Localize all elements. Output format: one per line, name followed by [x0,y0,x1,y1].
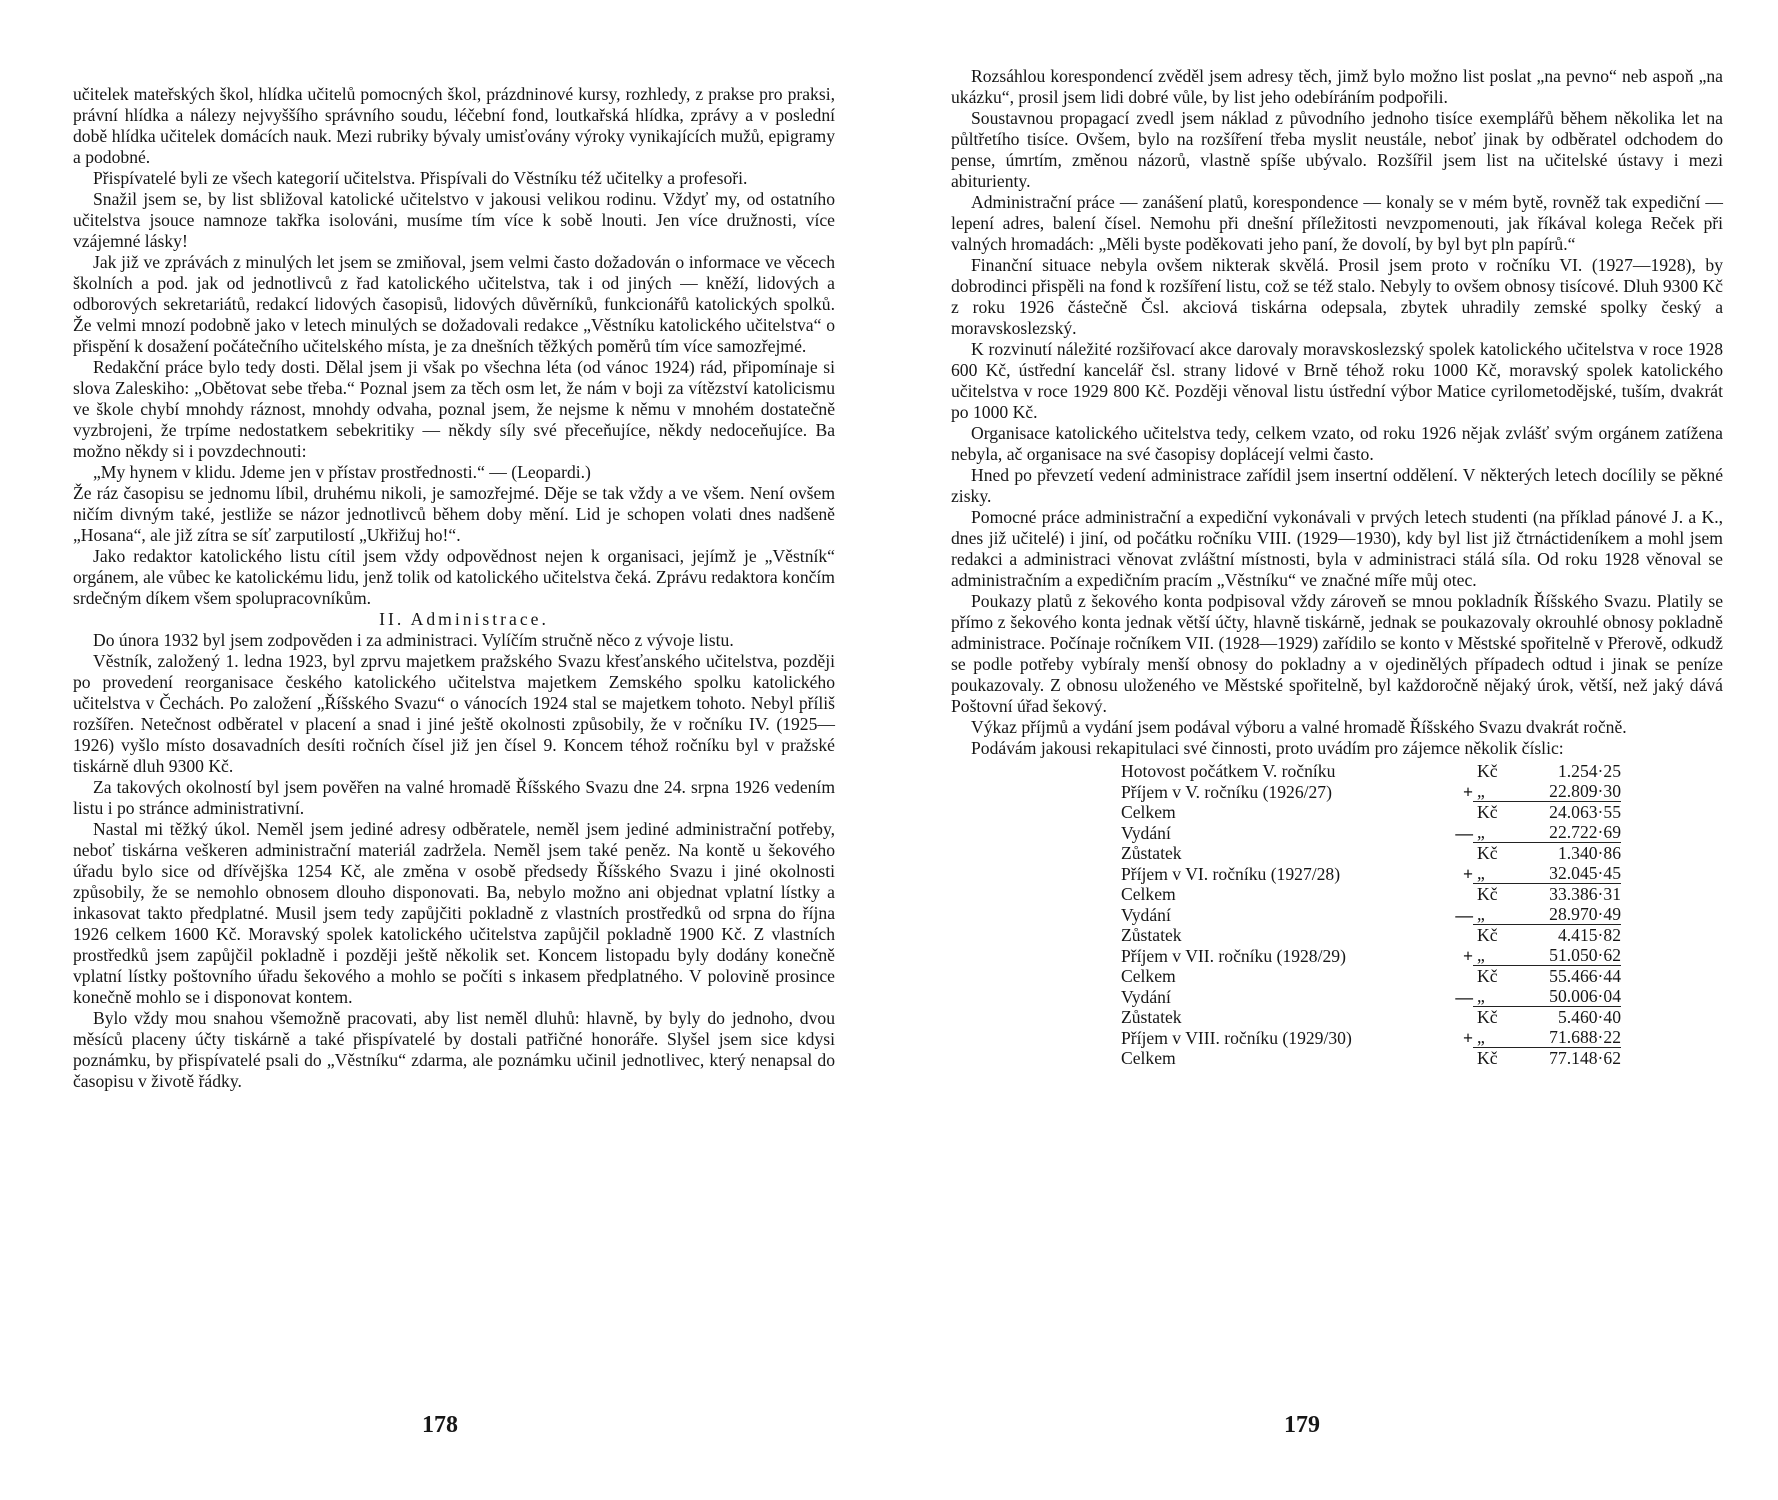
recap-currency: „ [1477,863,1485,883]
recap-sign [1451,1007,1473,1028]
paragraph: Jako redaktor katolického listu cítil jsem vždy odpovědnost nejen k organisaci, jejímž je „Věstník“ orgánem, ale vůbec ke katolickému lidu, jenž tolik od katolického učitelstva čeká. Zprávu redaktora končím srdečným díkem všem spolupracovníkům. [73,546,835,608]
paragraph: Nastal mi těžký úkol. Neměl jsem jediné adresy odběratele, neměl jsem jediné administrační potřeby, neboť tiskárna veškeren administrační materiál zadržela. Neměl jsem také peněz. Na kontě u šekového úřadu bylo sice od dřívějška 1254 Kč, ale změna v osobě předsedy Říšského Svazu i jiné okolnosti způsobily, že se nemohlo obnosem dlouho disponovati. Ba, nebylo možno ani objednat vplatní lístky a inkasovat takto předplatné. Musil jsem tedy zapůjčiti pokladně z vlastních prostředků od srpna do října 1926 celkem 1600 Kč. Moravský spolek katolického učitelstva zapůjčil pokladně 1900 Kč. Z vlastních prostředků jsem zapůjčil pokladně i později ještě několik set. Koncem listopadu byly dodány konečně vplatní lístky poštovního úřadu šekového a mohlo se počíti s inkasem předplatného. V polovině prosince konečně mohlo se i disponovat kontem. [73,819,835,1007]
recap-label: Vydání [1121,904,1171,925]
recap-row [1121,822,1621,843]
recap-currency: „ [1477,904,1485,924]
recap-amount: 5.460·40 [1511,1007,1621,1028]
recap-label: Příjem v VI. ročníku (1927/28) [1121,863,1341,884]
recap-currency: „ [1477,945,1485,965]
recap-label: Zůstatek [1121,843,1182,863]
recap-row [1121,1027,1621,1048]
recap-sign [1451,925,1473,946]
recap-currency: Kč [1473,802,1511,823]
recap-sign [1451,843,1473,864]
recap-amount: 50.006·04 [1549,986,1621,1006]
recap-sign: — [1455,986,1473,1007]
recap-sign [1451,966,1473,987]
recap-row [1121,986,1621,1007]
recap-row [1121,1007,1621,1028]
paragraph: Organisace katolického učitelstva tedy, celkem vzato, od roku 1926 nějak zvlášť svým orgánem zatížena nebyla, ač organisace na své časopisy doplácejí velmi často. [951,423,1723,464]
recap-currency: „ [1477,781,1485,801]
recap-currency: Kč [1473,1007,1511,1028]
recap-row [1121,802,1621,823]
recap-row [1121,781,1621,802]
recap-label: Vydání [1121,822,1171,843]
recap-amount: 71.688·22 [1549,1027,1621,1047]
recap-label: Příjem v V. ročníku (1926/27) [1121,781,1332,802]
recap-row [1121,843,1621,864]
recap-row [1121,761,1621,781]
paragraph: Bylo vždy mou snahou všemožně pracovati, aby list neměl dluhů: hlavně, by byly do jednoho, dvou měsíců placeny účty tiskárně a také přispívatelé by dostali patřičné honoráře. Slyšel jsem sice kdysi poznámku, by přispívatelé psali do „Věstníku“ zdarma, ale poznámku učinil jednotlivec, který nenapsal do časopisu v životě řádky. [73,1008,835,1091]
page-number: 179 [1284,1412,1320,1438]
recap-amount: 55.466·44 [1511,966,1621,987]
recap-label: Hotovost počátkem V. ročníku [1121,761,1336,781]
recap-label: Celkem [1121,1048,1176,1068]
recap-sign [1451,1048,1473,1069]
paragraph: Podávám jakousi rekapitulaci své činnosti, proto uvádím pro zájemce několik číslic: [971,738,1564,758]
paragraph: Soustavnou propagací zvedl jsem náklad z původního jednoho tisíce exemplářů během několika let na půltřetího tisíce. Ovšem, bylo na rozšíření třeba myslit neustále, neboť jinak by odběratel odchodem do pense, úmrtím, změnou názorů, vlastně spíše ubývalo. Rozšířil jsem list na učitelské ústavy i mezi abiturienty. [951,108,1723,191]
recap-label: Celkem [1121,884,1176,904]
recap-currency: „ [1477,1027,1485,1047]
paragraph: Jak již ve zprávách z minulých let jsem se zmiňoval, jsem velmi často dožadován o informace ve věcech školních a pod. jak od jednotlivců z řad katolického učitelstva, tak i od jiných — kněží, lidových a odborových sekretariátů, redakcí lidových časopisů, lidových důvěrníků, funkcionářů katolických spolků. Že velmi mnozí podobně jako v letech minulých se dožadovali redakce „Věstníku katolického učitelstva“ o přispění k dosažení počátečního učitelského místa, je za dnešních těžkých poměrů tím více samozřejmé. [73,252,835,356]
right-page [889,0,1778,1500]
recap-sign: — [1455,904,1473,925]
recap-label: Celkem [1121,966,1176,986]
paragraph: Přispívatelé byli ze všech kategorií učitelstva. Přispívali do Věstníku též učitelky a profesoři. [93,168,748,188]
recap-row [1121,966,1621,987]
recap-row [1121,863,1621,884]
recap-row [1121,925,1621,946]
paragraph: K rozvinutí náležité rozšiřovací akce darovaly moravskoslezský spolek katolického učitelstva v roce 1928 600 Kč, ústřední kancelář čsl. strany lidové v Brně téhož roku 1000 Kč, moravský spolek katolického učitelstva v roce 1929 800 Kč. Později věnoval listu ústřední výbor Matice cyrilometodějské, tuším, dvakrát po 1000 Kč. [951,339,1723,422]
paragraph: Hned po převzetí vedení administrace zařídil jsem insertní oddělení. V některých letech docílily se pěkné zisky. [951,465,1723,506]
recap-amount: 32.045·45 [1549,863,1621,883]
recap-currency: Kč [1473,1048,1511,1069]
recap-currency: Kč [1473,925,1511,946]
paragraph: Že ráz časopisu se jednomu líbil, druhému nikoli, je samozřejmé. Děje se tak vždy a ve všem. Není ovšem ničím divným také, jestliže se názor jednotlivců během doby mění. Lid je schopen volati dnes nadšeně „Hosana“, ale již zítra se síť zarputilostí „Ukřižuj ho!“. [73,483,835,545]
recap-currency: Kč [1473,843,1511,864]
recap-sign: — [1455,822,1473,843]
recap-label: Celkem [1121,802,1176,822]
paragraph: Výkaz příjmů a vydání jsem podával výboru a valné hromadě Říšského Svazu dvakrát ročně. [971,717,1627,737]
recap-amount: 22.722·69 [1549,822,1621,842]
recap-amount: 1.340·86 [1511,843,1621,864]
recap-sign [1451,761,1473,781]
recap-label: Zůstatek [1121,925,1182,945]
paragraph: Poukazy platů z šekového konta podpisoval vždy zároveň se mnou pokladník Říšského Svazu. Platily se přímo z šekového konta jednak větší účty, hlavně tiskárně, jednak se poukazovaly okrouhlé obnosy pokladně administrace. Počínaje ročníkem VII. (1928—1929) zařídilo se konto v Městské spořitelně v Přerově, odkudž se podle potřeby vybíraly menší obnosy do pokladny a v ojedinělých případech odtud i jinak se peníze poukazovaly. Z obnosu uloženého ve Městské spořitelně, byl každoročně nějaký úrok, větší, než jaký dává Poštovní úřad šekový. [951,591,1723,716]
recap-label: Vydání [1121,986,1171,1007]
recap-currency: Kč [1473,966,1511,987]
recap-amount: 1.254·25 [1557,761,1621,781]
recap-label: Příjem v VIII. ročníku (1929/30) [1121,1027,1352,1048]
paragraph: Věstník, založený 1. ledna 1923, byl zprvu majetkem pražského Svazu křesťanského učitelstva, později po provedení reorganisace českého katolického učitelstva majetkem Zemského spolku katolického učitelstva v Čechách. Po založení „Říšského Svazu“ o vánocích 1924 stal se majetkem tohoto. Nebyl příliš rozšířen. Netečnost odběratel v placení a snad i jiné ještě okolnosti způsobily, že v ročníku IV. (1925—1926) vyšlo místo dosavadních desíti ročních čísel již jen čísel 9. Koncem téhož ročníku byl v pražské tiskárně dluh 9300 Kč. [73,651,835,776]
recap-label: Zůstatek [1121,1007,1182,1027]
recap-currency: „ [1477,822,1485,842]
left-text-column [73,84,835,1092]
recap-row [1121,904,1621,925]
paragraph: Pomocné práce administrační a expediční vykonávali v prvých letech studenti (na příklad pánové J. a K., dnes již učitelé) i jiní, od počátku ročníku VIII. (1929—1930), kdy byl list již čtrnáctideníkem a mohl jsem redakci a administraci věnovat zvláštní místnosti, byla v administraci stálá síla. Od roku 1928 věnoval se administračním a expedičním pracím „Věstníku“ ve značné míře můj otec. [951,507,1723,590]
paragraph: Snažil jsem se, by list sbližoval katolické učitelstvo v jakousi velikou rodinu. Vždyť my, od ostatního učitelstva jsouce namnoze takřka isolováni, musíme tím více k sobě lnouti. Jen více družnosti, více vzájemné lásky! [73,189,835,251]
recap-amount: 51.050·62 [1549,945,1621,965]
recap-currency: „ [1477,986,1485,1006]
paragraph: Za takových okolností byl jsem pověřen na valné hromadě Říšského Svazu dne 24. srpna 1926 vedením listu i po stránce administrativní. [73,777,835,818]
paragraph: Finanční situace nebyla ovšem nikterak skvělá. Prosil jsem proto v ročníku VI. (1927—1928), by dobrodinci přispěli na fond k rozšíření listu, což se též stalo. Nebyly to ovšem obnosy tisícové. Dluh 9300 Kč z roku 1926 částečně Čsl. akciová tiskárna odepsala, zbytek uhradily zemské spolky český a moravskoslezský. [951,255,1723,338]
recap-sign [1451,802,1473,823]
recap-amount: 24.063·55 [1511,802,1621,823]
recap-currency: Kč [1473,884,1511,905]
recap-row [1121,884,1621,905]
recap-row [1121,945,1621,966]
recap-amount: 28.970·49 [1549,904,1621,924]
section-heading: II. Administrace. [379,609,549,629]
recap-sign: + [1462,863,1473,884]
paragraph: Rozsáhlou korespondencí zvěděl jsem adresy těch, jimž bylo možno list poslat „na pevno“ neb aspoň „na ukázku“, prosil jsem lidi dobré vůle, by list jeho odebíráním podpořili. [951,66,1723,107]
recap-sign: + [1462,781,1473,802]
paragraph: Administrační práce — zanášení platů, korespondence — konaly se v mém bytě, rovněž tak expediční — lepení adres, balení čísel. Nemohu při dnešní příležitosti nevzpomenouti, jak říkával kolega Reček při valných hromadách: „Měli byste poděkovati jeho paní, že dovolí, by byl byt pln papírů.“ [951,192,1723,254]
paragraph: Do února 1932 byl jsem zodpověden i za administraci. Vylíčím stručně něco z vývoje listu. [93,630,734,650]
recap-row [1121,1048,1621,1069]
recap-amount: 33.386·31 [1511,884,1621,905]
paragraph: Redakční práce bylo tedy dosti. Dělal jsem ji však po všechna léta (od vánoc 1924) rád, připomínaje si slova Zaleskiho: „Obětovat sebe třeba.“ Poznal jsem za těch osm let, že nám v boji za vítězství katolicismu ve škole chybí mnohdy ráznost, mnohdy odvaha, poznal jsem, že nejsme k němu v mnohém dostatečně vyzbrojeni, že trpíme nedostatkem sebekritiky — někdy síly své přeceňujíce, někdy nedoceňujíce. Ba možno někdy si i povzdechnouti: [73,357,835,461]
recap-amount: 22.809·30 [1549,781,1621,801]
quotation: „My hynem v klidu. Jdeme jen v přístav prostřednosti.“ — (Leopardi.) [93,462,591,482]
paragraph: učitelek mateřských škol, hlídka učitelů pomocných škol, prázdninové kursy, rozhledy, z prakse pro praksi, právní hlídka a nálezy nejvyššího správního soudu, léčební fond, loutkařská hlídka, zprávy a v poslední době hlídka učitelek domácích nauk. Mezi rubriky bývaly umisťovány výroky vynikajících mužů, epigramy a podobné. [73,84,835,167]
recapitulation-table [1121,761,1621,1068]
recap-sign: + [1462,1027,1473,1048]
recap-currency: Kč [1477,761,1498,781]
recap-label: Příjem v VII. ročníku (1928/29) [1121,945,1346,966]
recap-amount: 4.415·82 [1511,925,1621,946]
right-text-column [951,66,1723,1068]
page-number: 178 [422,1412,458,1438]
recap-sign [1451,884,1473,905]
recap-sign: + [1462,945,1473,966]
recap-amount: 77.148·62 [1511,1048,1621,1069]
